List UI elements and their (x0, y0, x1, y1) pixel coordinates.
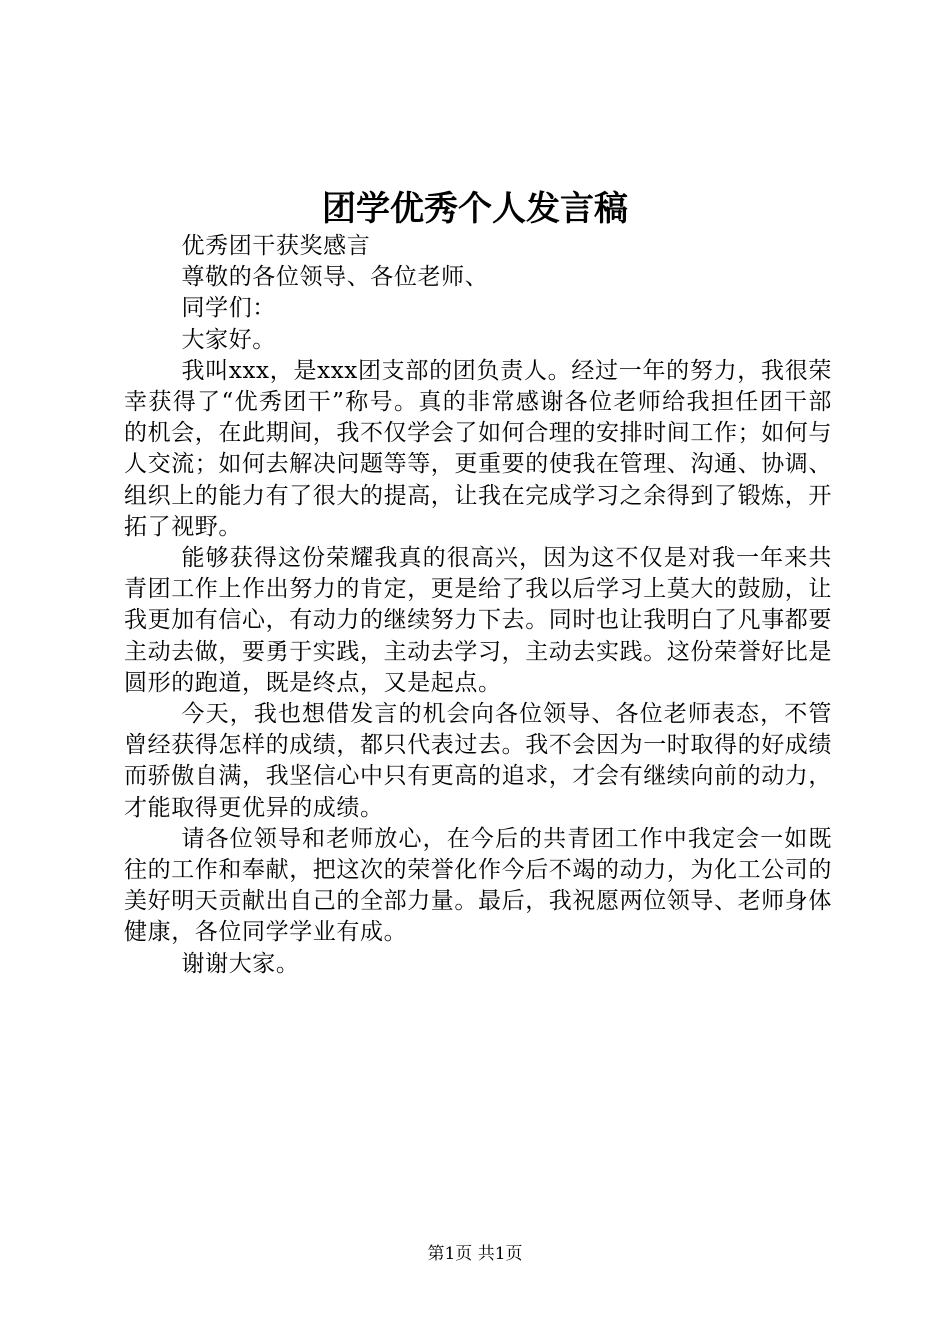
paragraph-greeting: 大家好。 (181, 326, 276, 353)
paragraph-closing: 请各位领导和老师放心，在今后的共青团工作中我定会一如既往的工作和奉献，把这次的荣誉化作今后不竭的动力，为化工公司的美好明天贡献出自己的全部力量。最后，我祝愿两位领导、老师身体健康，各位同学学业有成。 (124, 825, 832, 946)
paragraph-intro: 我叫xxx，是xxx团支部的团负责人。经过一年的努力，我很荣幸获得了“优秀团干”称号。真的非常感谢各位老师给我担任团干部的机会，在此期间，我不仅学会了如何合理的安排时间工作；如何与人交流；如何去解决问题等等，更重要的使我在管理、沟通、协调、组织上的能力有了很大的提高，让我在完成学习之余得到了锻炼，开拓了视野。 (124, 357, 832, 540)
paragraph-thanks: 谢谢大家。 (181, 950, 300, 977)
paragraph-pledge: 今天，我也想借发言的机会向各位领导、各位老师表态，不管曾经获得怎样的成绩，都只代表过去。我不会因为一时取得的好成绩而骄傲自满，我坚信心中只有更高的追求，才会有继续向前的动力，才能取得更优异的成绩。 (124, 701, 832, 821)
paragraph-heading: 优秀团干获奖感言 (181, 233, 371, 259)
document-body (124, 231, 832, 980)
paragraph-honor: 能够获得这份荣耀我真的很高兴，因为这不仅是对我一年来共青团工作上作出努力的肯定，更是给了我以后学习上莫大的鼓励，让我更加有信心，有动力的继续努力下去。同时也让我明白了凡事都要主动去做，要勇于实践，主动去学习，主动去实践。这份荣誉好比是圆形的跑道，既是终点，又是起点。 (124, 545, 832, 696)
page-footer: 第1页 共1页 (427, 1244, 523, 1264)
document-title: 团学优秀个人发言稿 (322, 189, 628, 229)
paragraph-salutation: 尊敬的各位领导、各位老师、 (181, 264, 489, 291)
paragraph-salutation-cont: 同学们： (181, 295, 276, 322)
